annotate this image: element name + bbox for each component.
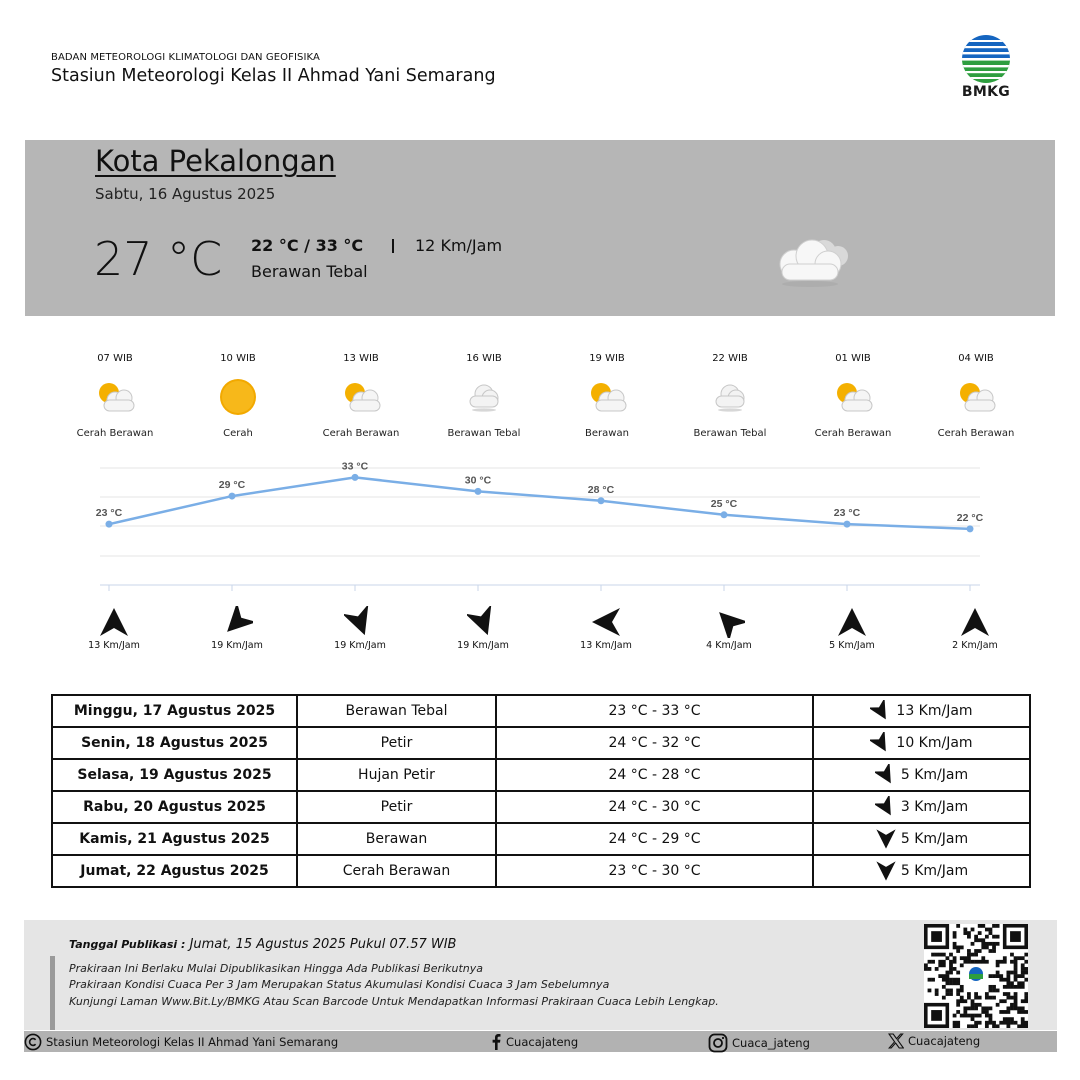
forecast-wind-speed: 5 Km/Jam bbox=[900, 863, 969, 879]
wind-arrow-icon bbox=[875, 828, 901, 850]
wind-column bbox=[556, 606, 656, 651]
x-logo-icon bbox=[888, 1033, 904, 1049]
wind-arrow-icon bbox=[870, 732, 896, 754]
accumulation-note: Prakiraan Kondisi Cuaca Per 3 Jam Merupakan Status Akumulasi Kondisi Cuaca 3 Jam Sebelumnya bbox=[69, 978, 610, 991]
forecast-temperature: 24 °C - 29 °C bbox=[496, 823, 813, 855]
wind-arrow-icon bbox=[875, 796, 901, 818]
forecast-wind bbox=[813, 855, 1030, 887]
temperature-chart bbox=[0, 460, 1080, 600]
wind-arrow-icon bbox=[875, 860, 901, 882]
forecast-day: Kamis, 21 Agustus 2025 bbox=[52, 823, 297, 855]
hour-condition: Cerah bbox=[223, 428, 253, 439]
validity-note: Prakiraan Ini Berlaku Mulai Dipublikasikan Hingga Ada Publikasi Berikutnya bbox=[69, 962, 484, 975]
wind-speed: 19 Km/Jam bbox=[211, 640, 263, 651]
sun-icon bbox=[183, 366, 293, 428]
city-name: Kota Pekalongan bbox=[95, 144, 336, 178]
forecast-wind bbox=[813, 727, 1030, 759]
wind-arrow-icon bbox=[925, 606, 1025, 638]
forecast-wind-speed: 13 Km/Jam bbox=[896, 703, 973, 719]
bmkg-logo bbox=[954, 34, 1018, 102]
facebook-link[interactable] bbox=[490, 1033, 578, 1050]
hour-condition: Cerah Berawan bbox=[937, 428, 1015, 439]
facebook-handle: Cuacajateng bbox=[506, 1034, 579, 1049]
hour-condition: Cerah Berawan bbox=[76, 428, 154, 439]
wind-speed: 13 Km/Jam bbox=[580, 640, 632, 651]
forecast-day: Jumat, 22 Agustus 2025 bbox=[52, 855, 297, 887]
current-temperature: 27 °C bbox=[94, 232, 223, 286]
forecast-temperature: 24 °C - 30 °C bbox=[496, 791, 813, 823]
hour-time: 13 WIB bbox=[343, 353, 379, 364]
partly-cloudy-icon bbox=[306, 366, 416, 428]
temperature-label: 23 °C bbox=[833, 507, 861, 520]
wind-column bbox=[802, 606, 902, 651]
instagram-handle: Cuaca_jateng bbox=[732, 1036, 810, 1050]
current-condition: Berawan Tebal bbox=[251, 262, 368, 281]
wind-column bbox=[925, 606, 1025, 651]
logo-text: BMKG bbox=[961, 84, 1011, 100]
hour-column bbox=[675, 352, 785, 439]
instagram-icon bbox=[708, 1033, 728, 1053]
website-note: Kunjungi Laman Www.Bit.Ly/BMKG Atau Scan Barcode Untuk Mendapatkan Informasi Prakiraan Cuaca Lebih Lengkap. bbox=[69, 995, 719, 1008]
hour-time: 07 WIB bbox=[97, 353, 133, 364]
hour-condition: Berawan Tebal bbox=[693, 428, 767, 439]
forecast-condition: Hujan Petir bbox=[297, 759, 496, 791]
forecast-wind-speed: 5 Km/Jam bbox=[900, 831, 969, 847]
temperature-label: 29 °C bbox=[218, 479, 246, 492]
wind-arrow-icon bbox=[679, 606, 779, 638]
wind-column bbox=[187, 606, 287, 651]
wind-arrow-icon bbox=[556, 606, 656, 638]
forecast-wind bbox=[813, 823, 1030, 855]
wind-arrow-icon bbox=[187, 606, 287, 638]
x-link[interactable] bbox=[888, 1033, 980, 1049]
wind-column bbox=[64, 606, 164, 651]
copyright bbox=[24, 1033, 338, 1051]
publication-value: Jumat, 15 Agustus 2025 Pukul 07.57 WIB bbox=[185, 937, 457, 952]
current-weather-panel bbox=[25, 140, 1055, 316]
copyright-icon bbox=[24, 1033, 42, 1051]
partly-cloudy-icon bbox=[552, 366, 662, 428]
agency-name: BADAN METEOROLOGI KLIMATOLOGI DAN GEOFISIKA bbox=[51, 52, 320, 63]
hour-condition: Cerah Berawan bbox=[814, 428, 892, 439]
table-row bbox=[52, 727, 1030, 759]
forecast-wind bbox=[813, 791, 1030, 823]
temperature-point bbox=[229, 493, 236, 500]
hour-time: 04 WIB bbox=[958, 353, 994, 364]
temperature-point bbox=[967, 525, 974, 532]
temperature-label: 33 °C bbox=[341, 460, 369, 473]
hour-time: 22 WIB bbox=[712, 353, 748, 364]
hour-time: 10 WIB bbox=[220, 353, 256, 364]
wind-arrow-icon bbox=[64, 606, 164, 638]
wind-arrow-icon bbox=[802, 606, 902, 638]
wind-column bbox=[433, 606, 533, 651]
forecast-condition: Berawan bbox=[297, 823, 496, 855]
overcast-cloud-icon bbox=[675, 366, 785, 428]
forecast-wind-speed: 5 Km/Jam bbox=[900, 767, 969, 783]
separator bbox=[392, 239, 394, 253]
hour-time: 16 WIB bbox=[466, 353, 502, 364]
partly-cloudy-icon bbox=[798, 366, 908, 428]
wind-arrow-icon bbox=[875, 764, 901, 786]
forecast-wind-speed: 10 Km/Jam bbox=[896, 735, 973, 751]
temperature-point bbox=[475, 488, 482, 495]
qr-code-icon[interactable] bbox=[924, 924, 1028, 1028]
table-row bbox=[52, 759, 1030, 791]
forecast-wind bbox=[813, 759, 1030, 791]
forecast-temperature: 24 °C - 32 °C bbox=[496, 727, 813, 759]
table-row bbox=[52, 823, 1030, 855]
hour-column bbox=[429, 352, 539, 439]
forecast-temperature: 23 °C - 33 °C bbox=[496, 695, 813, 727]
wind-speed: 4 Km/Jam bbox=[706, 640, 752, 651]
footer-accent-bar bbox=[50, 956, 55, 1030]
instagram-link[interactable] bbox=[708, 1033, 810, 1053]
hour-column bbox=[921, 352, 1031, 439]
temperature-point bbox=[598, 497, 605, 504]
publication-date bbox=[69, 937, 456, 952]
wind-speed: 13 Km/Jam bbox=[88, 640, 140, 651]
wind-speed: 19 Km/Jam bbox=[457, 640, 509, 651]
hour-column bbox=[60, 352, 170, 439]
temperature-point bbox=[844, 521, 851, 528]
partly-cloudy-icon bbox=[921, 366, 1031, 428]
bmkg-logo-icon bbox=[959, 34, 1013, 84]
temperature-label: 22 °C bbox=[956, 511, 984, 524]
overcast-cloud-icon bbox=[429, 366, 539, 428]
forecast-wind bbox=[813, 695, 1030, 727]
forecast-temperature: 24 °C - 28 °C bbox=[496, 759, 813, 791]
table-row bbox=[52, 791, 1030, 823]
forecast-condition: Berawan Tebal bbox=[297, 695, 496, 727]
forecast-wind-speed: 3 Km/Jam bbox=[900, 799, 969, 815]
hour-column bbox=[798, 352, 908, 439]
wind-speed: 2 Km/Jam bbox=[952, 640, 998, 651]
wind-arrow-icon bbox=[433, 606, 533, 638]
wind-column bbox=[310, 606, 410, 651]
temperature-point bbox=[106, 521, 113, 528]
overcast-cloud-icon bbox=[770, 234, 860, 294]
station-name: Stasiun Meteorologi Kelas II Ahmad Yani Semarang bbox=[51, 66, 496, 86]
hour-condition: Cerah Berawan bbox=[322, 428, 400, 439]
wind-column bbox=[679, 606, 779, 651]
temperature-point bbox=[352, 474, 359, 481]
hour-condition: Berawan bbox=[585, 428, 629, 439]
forecast-condition: Petir bbox=[297, 727, 496, 759]
facebook-icon bbox=[490, 1033, 502, 1050]
publication-label: Tanggal Publikasi : bbox=[69, 938, 186, 951]
partly-cloudy-icon bbox=[60, 366, 170, 428]
temperature-label: 30 °C bbox=[464, 474, 492, 487]
daily-forecast-table bbox=[51, 694, 1031, 888]
current-date: Sabtu, 16 Agustus 2025 bbox=[95, 185, 276, 203]
x-handle: Cuacajateng bbox=[908, 1034, 981, 1048]
copyright-text: Stasiun Meteorologi Kelas II Ahmad Yani Semarang bbox=[46, 1035, 339, 1049]
publication-info bbox=[24, 920, 1057, 1030]
hour-time: 19 WIB bbox=[589, 353, 625, 364]
hour-condition: Berawan Tebal bbox=[447, 428, 521, 439]
social-bar bbox=[24, 1031, 1057, 1052]
forecast-temperature: 23 °C - 30 °C bbox=[496, 855, 813, 887]
wind-speed: 19 Km/Jam bbox=[334, 640, 386, 651]
hour-column bbox=[552, 352, 662, 439]
temperature-label: 25 °C bbox=[710, 497, 738, 510]
wind-arrow-icon bbox=[870, 700, 896, 722]
forecast-condition: Cerah Berawan bbox=[297, 855, 496, 887]
hour-time: 01 WIB bbox=[835, 353, 871, 364]
wind-speed: 5 Km/Jam bbox=[829, 640, 875, 651]
temperature-label: 23 °C bbox=[95, 507, 123, 520]
hour-column bbox=[183, 352, 293, 439]
current-wind-speed: 12 Km/Jam bbox=[415, 236, 503, 255]
temperature-point bbox=[721, 511, 728, 518]
table-row bbox=[52, 855, 1030, 887]
hour-column bbox=[306, 352, 416, 439]
temperature-label: 28 °C bbox=[587, 483, 615, 496]
wind-arrow-icon bbox=[310, 606, 410, 638]
forecast-condition: Petir bbox=[297, 791, 496, 823]
forecast-day: Senin, 18 Agustus 2025 bbox=[52, 727, 297, 759]
table-row bbox=[52, 695, 1030, 727]
forecast-day: Minggu, 17 Agustus 2025 bbox=[52, 695, 297, 727]
temperature-range: 22 °C / 33 °C bbox=[251, 236, 364, 255]
forecast-day: Rabu, 20 Agustus 2025 bbox=[52, 791, 297, 823]
forecast-day: Selasa, 19 Agustus 2025 bbox=[52, 759, 297, 791]
